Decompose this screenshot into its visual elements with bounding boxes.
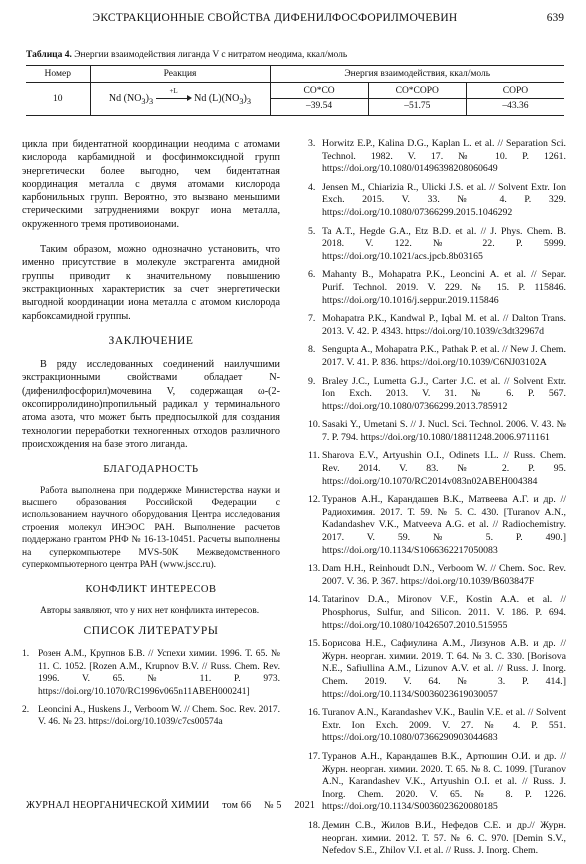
- page-number: 639: [546, 12, 564, 24]
- journal-name: ЖУРНАЛ НЕОРГАНИЧЕСКОЙ ХИМИИ: [26, 800, 210, 811]
- ref-text: Sengupta A., Mohapatra P.K., Pathak P. et al. // New J. Chem. 2017. V. 41. P. 836. https://doi.org/10.1039/C6NJ03102A: [322, 344, 566, 368]
- list-item: [22, 648, 280, 698]
- energy-value-copo: –43.36: [466, 99, 564, 115]
- ref-text: Leoncini A., Huskens J., Verboom W. // Chem. Soc. Rev. 2017. V. 46. № 23. https://doi.org/10.1039/c7cs00574a: [38, 705, 280, 728]
- paragraph: В ряду исследованных соединений наилучшими экстракционными свойствами обладает N-(дифенилфосфорил)мочевина V, содержащая ω-(2-оксопирролидино)пропильный радикал у терминального атома азота, что может быть предпосылкой для создания технологии переработки техногенных отходов различного происхождения на базе этого лиганда.: [22, 359, 280, 450]
- energy-label-copo: COPO: [466, 83, 564, 99]
- ref-number: 9.: [308, 375, 316, 387]
- reference-list: [22, 648, 280, 728]
- ref-number: 14.: [308, 594, 321, 606]
- ref-number: 13.: [308, 563, 321, 575]
- list-item: [308, 494, 566, 557]
- list-item: [308, 226, 566, 264]
- list-item: [308, 182, 566, 220]
- ref-text: Розен А.М., Крупнов Б.В. // Успехи химии. 1996. Т. 65. № 11. С. 1052. [Rozen A.M., Krupnov B.V. // Russ. Chem. Rev. 1996. V. 65. № 11. P. 973. https://doi.org/10.1070/RC1996v065n11ABEH000241]: [38, 649, 280, 697]
- section-heading-acknowledgement: БЛАГОДАРНОСТЬ: [103, 464, 199, 476]
- list-item: [308, 638, 566, 701]
- list-item: [308, 269, 566, 307]
- ref-text: Jensen M., Chiarizia R., Ulicki J.S. et al. // Solvent Extr. Ion Exch. 2015. V. 33. № 4. P. 329. https://doi.org/10.1080/07366299.2015.1046292: [322, 181, 566, 218]
- ref-text: Sasaki Y., Umetani S. // J. Nucl. Sci. Technol. 2006. V. 43. № 7. P. 794. https://doi.org/10.1080/18811248.2006.9711161: [322, 419, 566, 443]
- list-item: [22, 704, 280, 729]
- energy-labels: [271, 83, 565, 99]
- ref-text: Борисова Н.Е., Сафиулина А.М., Лизунов А.В. и др. // Журн. неорган. химии. 2019. Т. 64. № 3. С. 330. [Borisova N.E., Safiullina A.M., Lizunov A.V. et al. // Russ. J. Inorg. Chem. 2019. V. 64. № 3. P. 414.] https://doi.org/10.1134/S0036023619030057: [322, 638, 566, 700]
- list-item: [308, 563, 566, 588]
- running-footer: [26, 800, 325, 811]
- reference-list: [308, 138, 566, 858]
- ref-number: 10.: [308, 419, 321, 431]
- ref-number: 15.: [308, 638, 321, 650]
- running-title: ЭКСТРАКЦИОННЫЕ СВОЙСТВА ДИФЕНИЛФОСФОРИЛМОЧЕВИН: [92, 12, 458, 24]
- ref-number: 3.: [308, 138, 316, 149]
- list-item: [308, 594, 566, 632]
- reaction-right: Nd $(L)(NO_3)_3$: [194, 92, 252, 106]
- energy-values: [271, 99, 565, 115]
- ref-number: 5.: [308, 225, 316, 237]
- right-column: [308, 138, 566, 864]
- list-item: [308, 344, 566, 369]
- paragraph: цикла при бидентатной координации неодима с атомами кислорода карбамидной и фосфинмоксидной групп энергетически более выгодно, чем бидентатная координация металла с двумя атомами кислорода карбонильных групп. Вероятно, это вызвано меньшими стерическими затруднениями вокруг иона металла, окруженного тремя противоионами.: [22, 139, 280, 230]
- list-item: [308, 138, 566, 176]
- row-number: 10: [26, 83, 90, 116]
- ref-text: Tatarinov D.A., Mironov V.F., Kostin A.A. et al. // Phosphorus, Sulfur, and Silicon. 2011. V. 186. P. 694. https://doi.org/10.1080/10426507.2010.515955: [322, 594, 566, 631]
- energy-values-cell: [270, 83, 564, 116]
- list-item: [308, 313, 566, 338]
- reaction-cell: [90, 83, 270, 116]
- ref-text: Turanov A.N., Karandashev V.K., Baulin V.E. et al. // Solvent Extr. Ion Exch. 2009. V. 27. № 4. P. 551. https://doi.org/10.1080/07366290903044683: [322, 707, 566, 744]
- ref-number: 18.: [308, 819, 321, 831]
- table-caption-label: Таблица 4.: [26, 50, 72, 60]
- col-header-energy: Энергия взаимодействия, ккал/моль: [270, 66, 564, 83]
- reaction-arrow-label: +L: [169, 87, 178, 96]
- ref-number: 17.: [308, 750, 321, 762]
- journal-year: 2021: [294, 800, 316, 811]
- ref-number: 6.: [308, 269, 316, 281]
- ref-number: 1.: [22, 649, 30, 660]
- ref-text: Mohapatra P.K., Kandwal P., Iqbal M. et al. // Dalton Trans. 2013. V. 42. P. 4343. https://doi.org/10.1039/c3dt32967d: [322, 313, 566, 337]
- section-heading-conflict: КОНФЛИКТ ИНТЕРЕСОВ: [85, 584, 217, 596]
- table-caption: [26, 50, 347, 60]
- left-column: [22, 138, 280, 735]
- list-item: [308, 820, 566, 858]
- ref-number: 12.: [308, 494, 321, 506]
- list-item: [308, 376, 566, 414]
- ref-text: Демин С.В., Жилов В.И., Нефедов С.Е. и др.// Журн. неорган. химии. 2012. Т. 57. № 6. С. 970. [Demin S.V., Nefedov S.E., Zhilov V.I. et al. // Russ. J. Inorg. Chem.: [322, 819, 566, 857]
- reaction-left: Nd $(NO_3)_3$: [108, 92, 154, 106]
- ref-text: Mahanty B., Mohapatra P.K., Leoncini A. et al. // Separ. Purif. Technol. 2019. V. 229. № 15. P. 115846. https://doi.org/10.1016/j.seppur.2019.115846: [322, 269, 566, 306]
- paragraph: Работа выполнена при поддержке Министерства науки и высшего образования Российской Федерации с использованием научного оборудования Центра исследования строения молекул ИНЭОС РАН. Выполнение расчетов поддержано грантом РНФ № 16-13-10451. Расчеты выполнены на суперкомпьютере MVS-50K Межведомственного суперкомпьютерного центра РАН (www.jscc.ru).: [22, 485, 280, 570]
- energy-label-cocopo: CO*COPO: [368, 83, 466, 99]
- ref-number: 8.: [308, 344, 316, 356]
- ref-text: Sharova E.V., Artyushin O.I., Odinets I.L. // Russ. Chem. Rev. 2014. V. 83. № 2. P. 95. https://doi.org/10.1070/RC2014v083n02ABEH004384: [322, 450, 566, 487]
- ref-number: 4.: [308, 181, 316, 193]
- ref-text: Туранов А.Н., Карандашев В.К., Артюшин О.И. и др. // Журн. неорган. химии. 2020. Т. 65. № 8. С. 1099. [Turanov A.N., Karandashev V.K., Artyushin O.I. et al. // Russ. J. Inorg. Chem. 2020. V. 65. № 8. P. 1226. https://doi.org/10.1134/S0036023620080185: [322, 750, 566, 813]
- energy-table: [26, 65, 564, 116]
- running-header: [26, 12, 564, 30]
- list-item: [308, 751, 566, 814]
- list-item: [308, 707, 566, 745]
- list-item: [308, 450, 566, 488]
- ref-text: Braley J.C., Lumetta G.J., Carter J.C. et al. // Solvent Extr. Ion Exch. 2013. V. 31. № 6. P. 567. https://doi.org/10.1080/07366299.2013.785912: [322, 375, 566, 412]
- reaction-arrow-icon: [156, 87, 192, 102]
- list-item: [308, 419, 566, 444]
- paragraph: Таким образом, можно однозначно установить, что именно присутствие в молекуле экстрагента амидной группы приводит к значительному повышению экстракционных характеристик за счет энергетически выгодной координации иона металла с атомом кислорода карбоксамидной группы.: [22, 244, 280, 322]
- col-header-number: Номер: [26, 66, 90, 83]
- col-header-reaction: Реакция: [90, 66, 270, 83]
- paragraph: Авторы заявляют, что у них нет конфликта интересов.: [40, 605, 260, 616]
- table-caption-text: Энергии взаимодействия лиганда V с нитратом неодима, ккал/моль: [74, 50, 348, 60]
- energy-value-cocopo: –51.75: [368, 99, 466, 115]
- table-header-row: [26, 66, 564, 83]
- ref-text: Dam H.H., Reinhoudt D.N., Verboom W. // Chem. Soc. Rev. 2007. V. 36. P. 367. https://doi.org/10.1039/B603847F: [322, 563, 566, 587]
- section-heading-conclusion: ЗАКЛЮЧЕНИЕ: [108, 334, 194, 347]
- journal-issue: № 5: [263, 800, 282, 811]
- energy-value-coco: –39.54: [306, 101, 333, 111]
- ref-number: 11.: [308, 450, 320, 462]
- energy-label-coco: CO*CO: [271, 83, 368, 99]
- ref-text: Туранов А.Н., Карандашев В.К., Матвеева А.Г. и др. // Радиохимия. 2017. Т. 59. № 5. С. 430. [Turanov A.N., Kadandashev V.K., Matveeva A.G. et al. // Radiochemistry. 2017. V. 59. № 5. P. 490.] https://doi.org/10.1134/S1066362217050083: [322, 494, 566, 556]
- ref-number: 2.: [22, 705, 30, 715]
- ref-number: 16.: [308, 707, 321, 719]
- ref-text: Ta A.T., Hegde G.A., Etz B.D. et al. // J. Phys. Chem. B. 2018. V. 122. № 22. P. 5999. https://doi.org/10.1021/acs.jpcb.8b03165: [322, 225, 566, 262]
- table-row: [26, 83, 564, 116]
- journal-volume: том 66: [222, 800, 252, 811]
- section-heading-references: СПИСОК ЛИТЕРАТУРЫ: [83, 625, 219, 638]
- ref-text: Horwitz E.P., Kalina D.G., Kaplan L. et al. // Separation Sci. Technol. 1982. V. 17. № 10. P. 1261. https://doi.org/10.1080/01496398208060649: [322, 138, 566, 175]
- ref-number: 7.: [308, 313, 316, 325]
